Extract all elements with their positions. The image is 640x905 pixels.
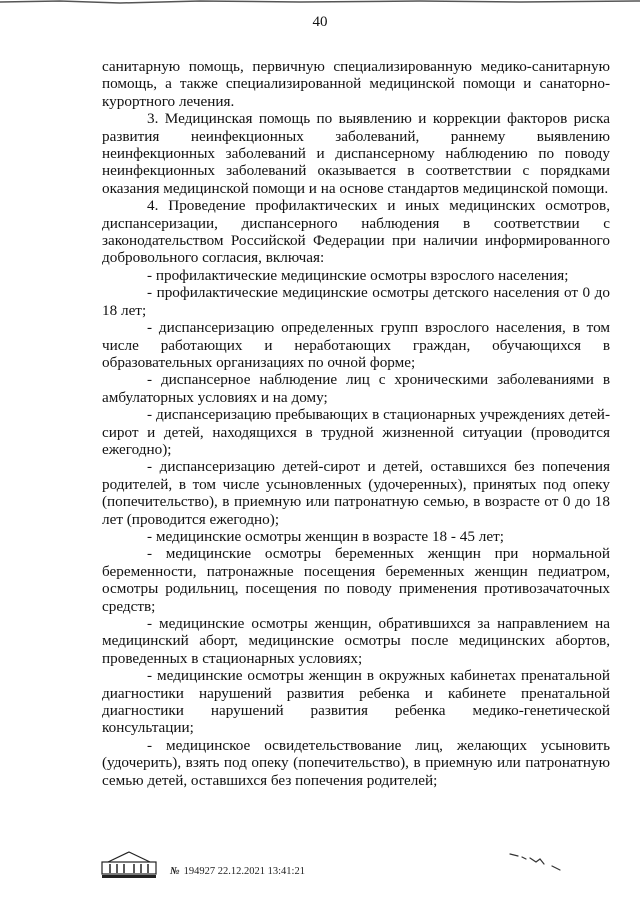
list-item: - медицинские осмотры женщин, обратившихся за направлением на медицинский аборт, медицинские осмотры после медицинских абортов, проведенных в стационарных условиях; (102, 615, 610, 667)
stamp-number-sign: № (170, 866, 180, 877)
page-number: 40 (312, 14, 328, 30)
list-item: - медицинские осмотры женщин в окружных кабинетах пренатальной диагностики нарушений развития ребенка и кабинете пренатальной диагностики нарушений развития ребенка медико-генетической консультации; (102, 667, 610, 737)
list-item: - диспансерное наблюдение лиц с хроническими заболеваниями в амбулаторных условиях и на дому; (102, 371, 610, 406)
building-seal-icon (100, 850, 158, 880)
list-item: - диспансеризацию детей-сирот и детей, оставшихся без попечения родителей, в том числе усыновленных (удочеренных), принятых под опеку (попечительство), в приемную или патронатную семью, в возрасте от 0 до 18 лет (проводится ежегодно); (102, 458, 610, 528)
list-item: - профилактические медицинские осмотры детского населения от 0 до 18 лет; (102, 284, 610, 319)
list-item: - диспансеризацию определенных групп взрослого населения, в том числе работающих и неработающих граждан, обучающихся в образовательных организациях по очной форме; (102, 319, 610, 371)
list-item: - диспансеризацию пребывающих в стационарных учреждениях детей-сирот и детей, находящихся в трудной жизненной ситуации (проводится ежегодно); (102, 406, 610, 458)
document-body (102, 58, 610, 789)
paragraph-1: 3. Медицинская помощь по выявлению и коррекции факторов риска развития неинфекционных заболеваний, раннему выявлению неинфекционных заболеваний и диспансерному наблюдению по поводу неинфекционных заболеваний оказывается в соответствии с порядками оказания медицинской помощи и на основе стандартов медицинской помощи. (102, 110, 610, 197)
stamp-text: 194927 22.12.2021 13:41:21 (183, 866, 305, 877)
paragraph-2: 4. Проведение профилактических и иных медицинских осмотров, диспансеризации, диспансерного наблюдения в соответствии с законодательством Российской Федерации при наличии информированного добровольного согласия, включая: (102, 197, 610, 267)
list-item: - медицинские осмотры беременных женщин при нормальной беременности, патронажные посещения беременных женщин педиатром, осмотры родильниц, посещения по поводу применения противозачаточных средств; (102, 545, 610, 615)
top-edge-scan-mark (0, 0, 640, 14)
list-item: - профилактические медицинские осмотры взрослого населения; (147, 266, 569, 284)
list-item: - медицинское освидетельствование лиц, желающих усыновить (удочерить), взять под опеку (попечительство), в приемную или патронатную семью детей, оставшихся без попечения родителей; (102, 736, 610, 789)
list-item: - медицинские осмотры женщин в возрасте 18 - 45 лет; (147, 527, 504, 545)
paragraph-0: санитарную помощь, первичную специализированную медико-санитарную помощь, а также специализированной медицинской помощи и санаторно-курортного лечения. (102, 58, 610, 110)
handwritten-mark-icon (508, 848, 568, 872)
registration-stamp (170, 866, 305, 877)
